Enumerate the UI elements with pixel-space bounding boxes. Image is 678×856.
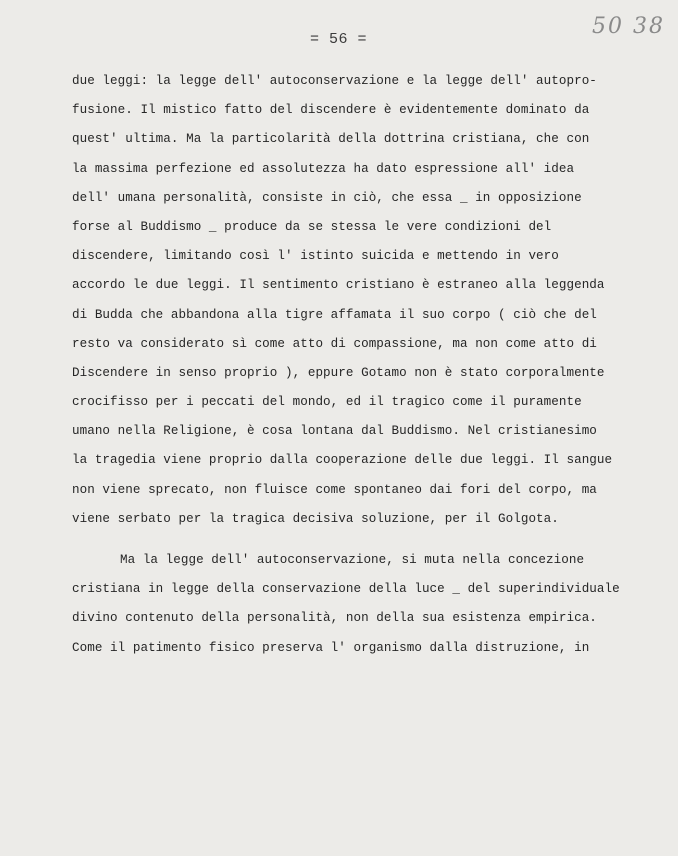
text-line: non viene sprecato, non fluisce come spontaneo dai fori del corpo, ma	[72, 482, 597, 497]
text-line: accordo le due leggi. Il sentimento cristiano è estraneo alla leggenda	[72, 278, 605, 293]
paragraph-gap	[72, 534, 632, 546]
text-line: resto va considerato sì come atto di compassione, ma non come atto di	[72, 336, 597, 351]
text-line: Discendere in senso proprio ), eppure Gotamo non è stato corporalmente	[72, 365, 605, 380]
paragraph-2	[72, 546, 632, 663]
text-line: Come il patimento fisico preserva l' organismo dalla distruzione, in	[72, 640, 590, 655]
text-line: la tragedia viene proprio dalla cooperazione delle due leggi. Il sangue	[72, 453, 613, 468]
text-line: la massima perfezione ed assolutezza ha dato espressione all' idea	[72, 161, 575, 176]
text-line: fusione. Il mistico fatto del discendere è evidentemente dominato da	[72, 103, 590, 118]
document-body	[72, 67, 632, 663]
text-line: due leggi: la legge dell' autoconservazione e la legge dell' autopro-	[72, 74, 597, 88]
text-line: di Budda che abbandona alla tigre affamata il suo corpo ( ciò che del	[72, 307, 597, 322]
text-line: dell' umana personalità, consiste in ciò, che essa _ in opposizione	[72, 190, 582, 205]
text-line: discendere, limitando così l' istinto suicida e mettendo in vero	[72, 249, 559, 264]
paragraph-1	[72, 67, 632, 534]
text-line: quest' ultima. Ma la particolarità della dottrina cristiana, che con	[72, 132, 590, 147]
text-line: forse al Buddismo _ produce da se stessa le vere condizioni del	[72, 219, 552, 234]
text-line: crocifisso per i peccati del mondo, ed il tragico come il puramente	[72, 395, 582, 410]
text-line: divino contenuto della personalità, non della sua esistenza empirica.	[72, 611, 597, 626]
text-line: viene serbato per la tragica decisiva soluzione, per il Golgota.	[72, 511, 559, 526]
text-line: Ma la legge dell' autoconservazione, si muta nella concezione	[120, 553, 585, 567]
text-line: umano nella Religione, è cosa lontana dal Buddismo. Nel cristianesimo	[72, 424, 597, 439]
text-line: cristiana in legge della conservazione della luce _ del superindividuale	[72, 582, 620, 597]
handwritten-margin-note: 50 38	[592, 14, 665, 39]
page-number: = 56 =	[310, 31, 368, 48]
